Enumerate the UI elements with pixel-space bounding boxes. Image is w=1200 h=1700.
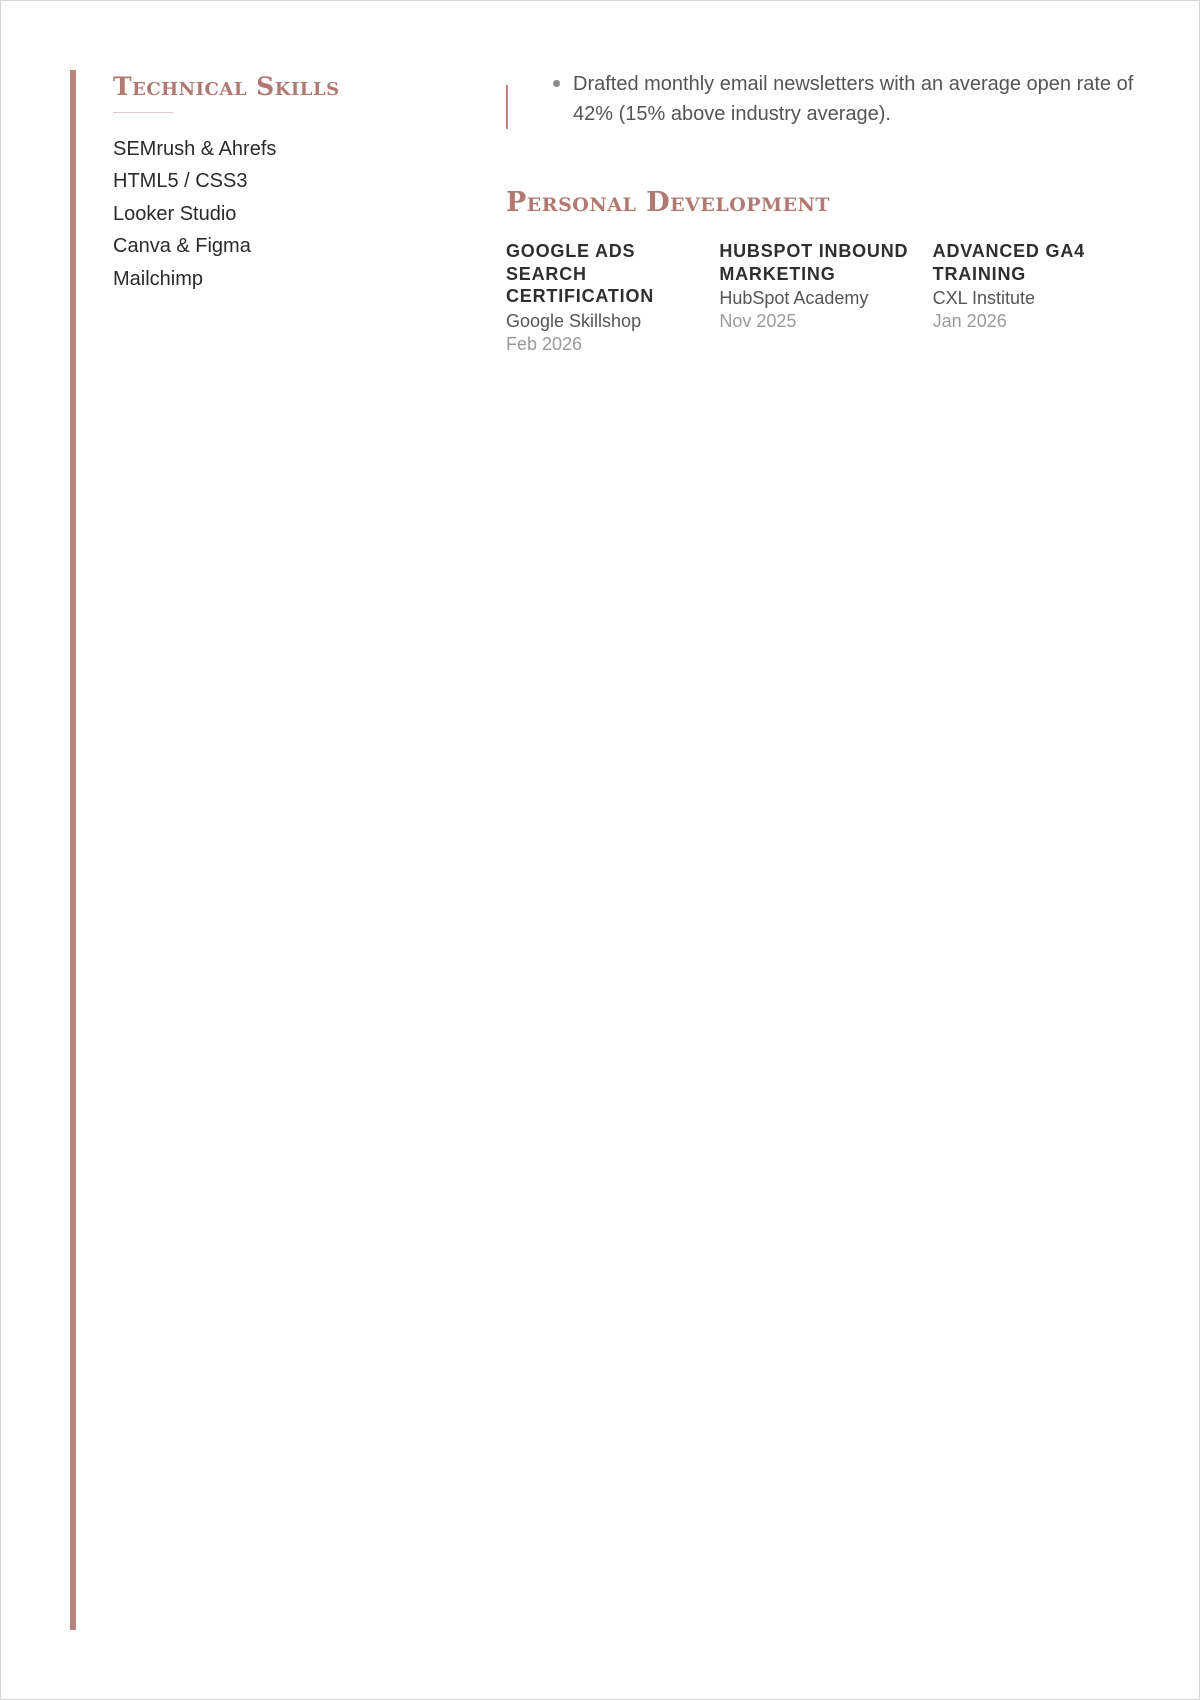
certification-issuer: CXL Institute [932,288,1036,309]
certification-title: ADVANCED GA4 TRAINING [932,241,1085,284]
heading-underline [113,112,173,113]
certification-title: GOOGLE ADS SEARCH CERTIFICATION [506,241,655,307]
personal-development-heading: Personal Development [506,187,831,218]
certification-issuer: Google Skillshop [506,310,642,331]
technical-skills-heading: Technical Skills [113,72,340,101]
accent-bar [70,70,76,1630]
certification-date: Feb 2026 [506,333,583,354]
skill-item: HTML5 / CSS3 [113,170,248,193]
bullet-icon [553,80,560,87]
certification-title: HUBSPOT INBOUND MARKETING [719,241,909,284]
skill-item: Looker Studio [113,202,237,225]
experience-bullet [548,69,1153,129]
certification-date: Jan 2026 [932,311,1007,332]
certification-item [933,240,1146,356]
sidebar [113,73,443,295]
certification-issuer: HubSpot Academy [719,288,869,309]
skill-item: SEMrush & Ahrefs [113,137,277,160]
certification-item [506,240,719,356]
bullet-text: Drafted monthly email newsletters with an average open rate of 42% (15% above industry average). [573,73,1134,125]
certification-item [719,240,932,356]
skill-item: Canva & Figma [113,235,251,258]
main-column [506,69,1146,356]
experience-timeline-line [506,73,1146,129]
skills-list [113,133,443,296]
skill-item: Mailchimp [113,267,204,290]
certifications-grid [506,240,1146,356]
certification-date: Nov 2025 [719,311,797,332]
